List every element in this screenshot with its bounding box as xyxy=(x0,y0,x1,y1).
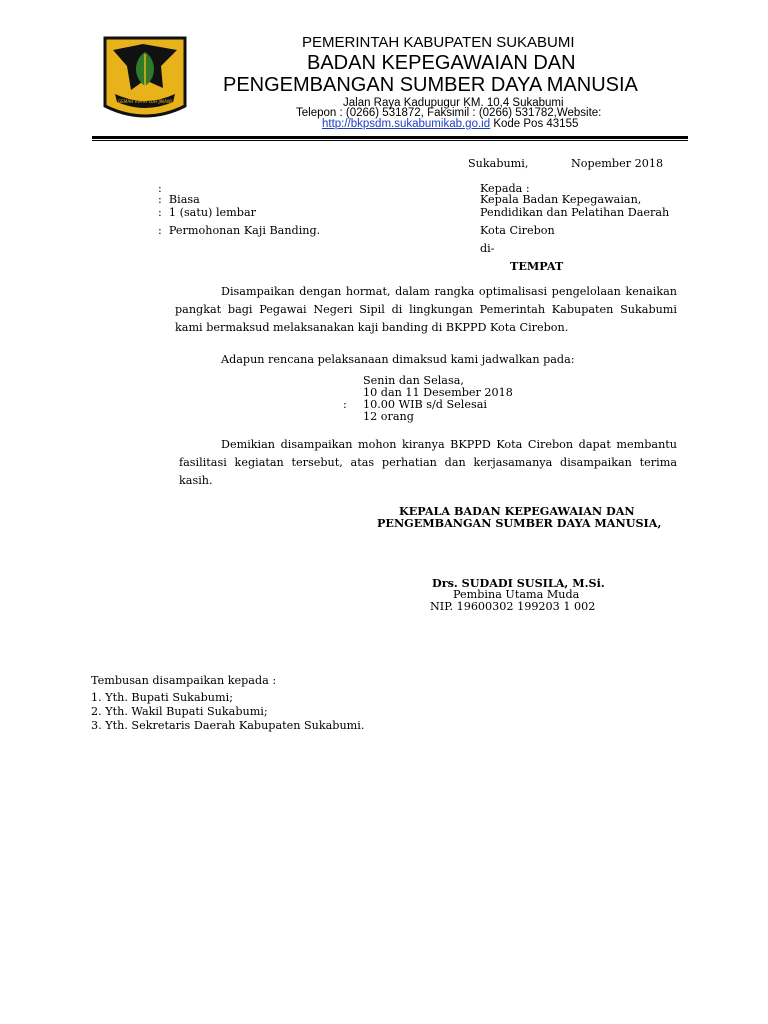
letterhead-rule-thick xyxy=(92,136,688,139)
cc-item-2: 2. Yth. Wakil Bupati Sukabumi; xyxy=(91,705,268,718)
cc-heading: Tembusan disampaikan kepada : xyxy=(91,674,277,687)
svg-text:GEMAH RIPAH LOH JINAWI: GEMAH RIPAH LOH JINAWI xyxy=(117,99,173,104)
letterhead-website-row xyxy=(322,118,578,130)
body-paragraph-1: Disampaikan dengan hormat, dalam rangka optimalisasi pengelolaan kenaikan pangkat bagi Pegawai Negeri Sipil di lingkungan Pemerintah Kabupaten Sukabumi kami bermaksud melaksanakan kaji banding di BKPPD Kota Cirebon. xyxy=(175,285,677,334)
schedule-line-3: 10.00 WIB s/d Selesai xyxy=(363,398,487,411)
cc-item-1: 1. Yth. Bupati Sukabumi; xyxy=(91,691,233,704)
cc-item-3: 3. Yth. Sekretaris Daerah Kabupaten Sukabumi. xyxy=(91,719,365,732)
schedule-line-2: 10 dan 11 Desember 2018 xyxy=(363,386,513,399)
signatory-name: Drs. SUDADI SUSILA, M.Si. xyxy=(432,576,605,590)
letterhead-rule-thin xyxy=(92,140,688,141)
letterhead-agency-line1: BADAN KEPEGAWAIAN DAN xyxy=(307,52,576,74)
recipient-to: Kepada : xyxy=(480,182,530,195)
signatory-nip: NIP. 19600302 199203 1 002 xyxy=(430,600,596,613)
letterhead-address: Jalan Raya Kadupugur KM. 10,4 Sukabumi xyxy=(343,97,564,109)
website-link[interactable]: http://bkpsdm.sukabumikab.go.id xyxy=(322,118,491,130)
recipient-place: TEMPAT xyxy=(510,259,564,273)
meta-value: 1 (satu) lembar xyxy=(168,206,256,219)
letterhead-government: PEMERINTAH KABUPATEN SUKABUMI xyxy=(302,34,575,51)
signatory-title-line1: KEPALA BADAN KEPEGAWAIAN DAN xyxy=(399,504,635,518)
meta-row-nature xyxy=(158,193,200,206)
letterhead-agency-line2: PENGEMBANGAN SUMBER DAYA MANUSIA xyxy=(223,74,638,96)
recipient-name-line2: Pendidikan dan Pelatihan Daerah xyxy=(480,206,670,219)
recipient-city: Kota Cirebon xyxy=(480,224,555,237)
meta-colon: : xyxy=(158,206,162,219)
body-paragraph-2: Adapun rencana pelaksanaan dimaksud kami jadwalkan pada: xyxy=(221,353,575,366)
meta-value: Permohonan Kaji Banding. xyxy=(168,224,321,237)
meta-colon: : xyxy=(158,193,162,206)
schedule-line-1: Senin dan Selasa, xyxy=(363,374,464,387)
recipient-name-line1: Kepala Badan Kepegawaian, xyxy=(480,193,642,206)
body-paragraph-3: Demikian disampaikan mohon kiranya BKPPD Kota Cirebon dapat membantu fasilitasi kegiatan tersebut, atas perhatian dan kerjasamanya disampaikan terima kasih. xyxy=(179,438,677,487)
schedule-line-4: 12 orang xyxy=(363,410,414,423)
meta-colon: : xyxy=(158,224,162,237)
regency-logo xyxy=(103,36,187,122)
recipient-di: di- xyxy=(480,242,495,255)
signatory-title-line2: PENGEMBANGAN SUMBER DAYA MANUSIA, xyxy=(377,516,662,530)
postal-code: Kode Pos 43155 xyxy=(490,118,579,130)
meta-value: Biasa xyxy=(168,193,200,206)
date-value: Nopember 2018 xyxy=(571,157,664,170)
date-city: Sukabumi, xyxy=(468,157,529,170)
letterhead-contact: Telepon : (0266) 531872, Faksimil : (0266) 531782,Website: xyxy=(296,107,602,119)
meta-colon: : xyxy=(158,182,162,195)
signatory-rank: Pembina Utama Muda xyxy=(453,588,580,601)
meta-row-subject xyxy=(158,224,320,237)
schedule-colon: : xyxy=(343,398,347,411)
meta-row-attachment xyxy=(158,206,256,219)
